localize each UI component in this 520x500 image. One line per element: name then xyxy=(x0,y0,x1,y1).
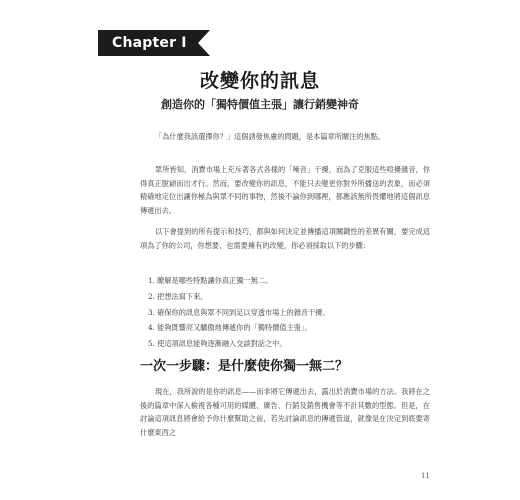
page-subtitle: 創造你的「獨特價值主張」讓行銷變神奇 xyxy=(161,98,359,111)
steps-intro-paragraph: 以下會提到的所有提示和技巧，都與如何決定並傳播這項關鍵性的差異有關，要完成這項為了你的公司，你想要、也需要擁有的改變，你必須採取以下的步驟： xyxy=(140,227,430,250)
page-number: 11 xyxy=(421,472,430,480)
section-heading: 一次一步驟：是什麼使你獨一無二？ xyxy=(140,359,349,374)
step-item: 1. 瞭解是哪些特點讓你真正獨一無二。 xyxy=(148,276,273,285)
chapter-banner-notch xyxy=(198,30,210,56)
step-item: 2. 把想法寫下來。 xyxy=(148,291,208,301)
chapter-label: Chapter I xyxy=(98,30,198,56)
step-item: 5. 使這項訊息能夠逐漸融入交談對話之中。 xyxy=(148,339,287,349)
page-title: 改變你的訊息 xyxy=(199,70,320,92)
step-item: 4. 能夠既響亮又驕傲地傳遞你的「獨特價值主張」。 xyxy=(148,323,312,333)
section-paragraph: 現在，我所說的是你的訊息——而非將它傳遞出去，露出於消費市場的方法。我將在之後的篇章中深入檢視各種可用的媒體、廣告、行銷及銷售機會等不計其數的型態。但是，在討論這項訊息將會給予你什麼幫助之前，若先討論訊息的傳遞管道，就像是在決定到底要寄什麼東西之 xyxy=(140,387,430,437)
intro-paragraph: 「為什麼我該選擇你？」這個誘發焦慮的問題，是本篇章所關注的焦點。 xyxy=(155,132,386,141)
steps-list xyxy=(148,273,428,352)
step-item: 3. 確保你的訊息與眾不同到足以穿透市場上的雜音干擾。 xyxy=(148,307,330,317)
noise-paragraph: 眾所皆知，消費市場上充斥著各式各樣的「噪音」干擾，而為了克服這些喧擾雜音，你得真正脫穎而出才行。然而，要改變你的訊息，不能只去變更你對外所播送的表象，而必須精確地定位出讓你極為與眾不同的事物，然後不論你到哪裡，都應該無所畏懼地將這個訊息傳遞出去。 xyxy=(140,165,430,215)
